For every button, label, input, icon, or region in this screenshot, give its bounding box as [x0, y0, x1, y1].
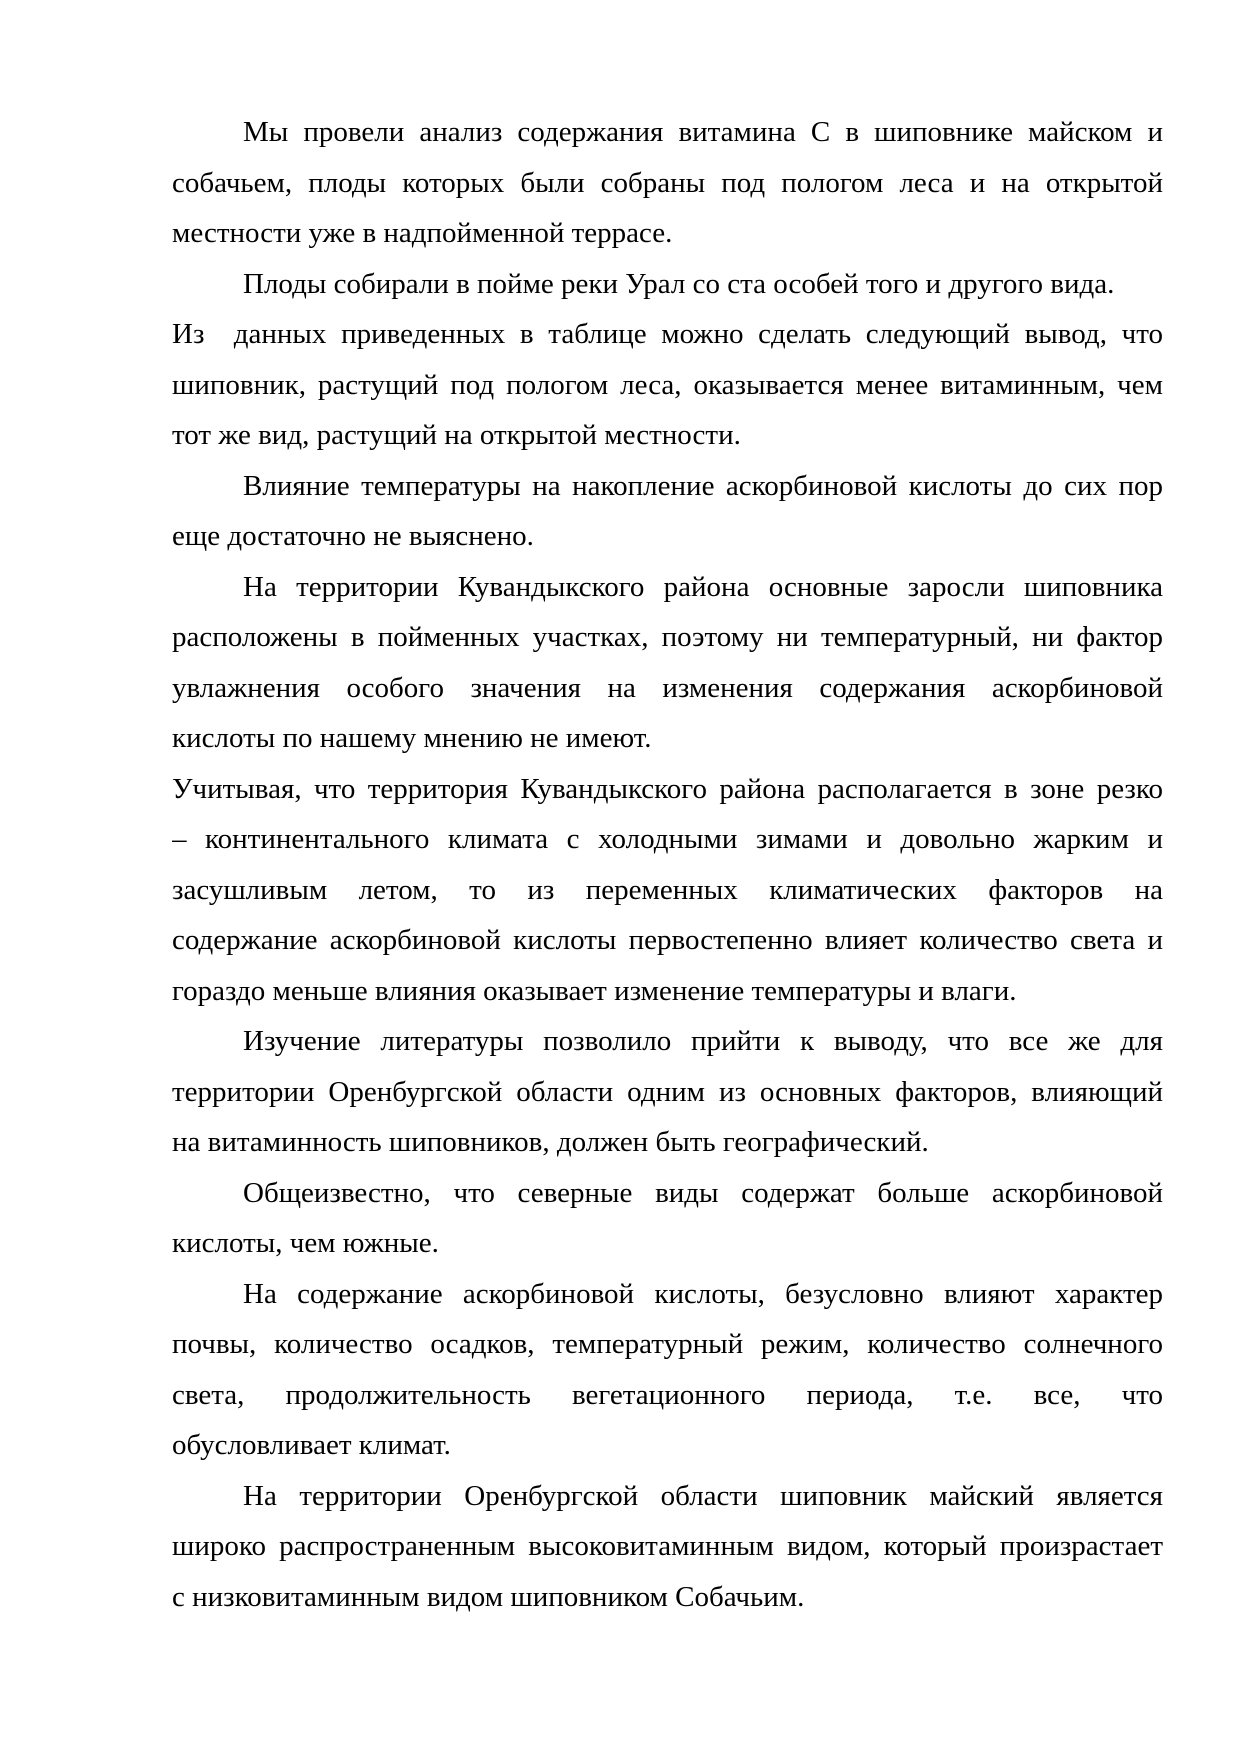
text-line: Учитывая, что территория Кувандыкского района располагается в зоне резко — [172, 772, 1163, 805]
text-line: тот же вид, растущий на открытой местности. — [172, 419, 741, 451]
text-line: почвы, количество осадков, температурный режим, количество солнечного — [172, 1328, 1163, 1360]
text-line: Плоды собирали в пойме реки Урал со ста особей того и другого вида. — [243, 267, 1115, 300]
text-line: Мы провели анализ содержания витамина С в шиповнике майском и — [243, 116, 1163, 148]
text-line: широко распространенным высоковитаминным видом, который произрастает — [172, 1530, 1163, 1562]
text-line: расположены в пойменных участках, поэтому ни температурный, ни фактор — [172, 621, 1163, 653]
text-line: света, продолжительность вегетационного периода, т.е. все, что — [172, 1378, 1163, 1411]
text-line: засушливым летом, то из переменных климатических факторов на — [172, 873, 1163, 906]
text-line: На территории Оренбургской области шиповник майский является — [243, 1479, 1163, 1512]
text-line: собачьем, плоды которых были собраны под пологом леса и на открытой — [172, 166, 1163, 199]
text-line: На содержание аскорбиновой кислоты, безусловно влияют характер — [243, 1277, 1163, 1310]
text-line: с низковитаминным видом шиповником Собачьим. — [172, 1580, 805, 1613]
text-line: территории Оренбургской области одним из основных факторов, влияющий — [172, 1075, 1163, 1108]
text-line: кислоты по нашему мнению не имеют. — [172, 722, 652, 754]
text-line: гораздо меньше влияния оказывает изменение температуры и влаги. — [172, 974, 1017, 1007]
text-line: обусловливает климат. — [172, 1429, 451, 1461]
text-line: Из данных приведенных в таблице можно сделать следующий вывод, что — [172, 318, 1163, 350]
text-line: еще достаточно не выяснено. — [172, 520, 534, 552]
text-line: увлажнения особого значения на изменения содержания аскорбиновой — [172, 671, 1163, 704]
text-line: шиповник, растущий под пологом леса, оказывается менее витаминным, чем — [172, 368, 1163, 401]
document-text — [172, 107, 1163, 1622]
text-line: Изучение литературы позволило прийти к выводу, что все же для — [243, 1025, 1163, 1057]
text-line: содержание аскорбиновой кислоты первостепенно влияет количество света и — [172, 924, 1163, 956]
text-line: местности уже в надпойменной террасе. — [172, 217, 673, 249]
text-line: Общеизвестно, что северные виды содержат больше аскорбиновой — [243, 1176, 1163, 1209]
text-line: На территории Кувандыкского района основные заросли шиповника — [243, 570, 1163, 603]
text-line: Влияние температуры на накопление аскорбиновой кислоты до сих пор — [243, 469, 1163, 502]
text-line: – континентального климата с холодными зимами и довольно жарким и — [172, 823, 1163, 855]
text-line: кислоты, чем южные. — [172, 1227, 439, 1259]
text-line: на витаминность шиповников, должен быть географический. — [172, 1126, 929, 1158]
